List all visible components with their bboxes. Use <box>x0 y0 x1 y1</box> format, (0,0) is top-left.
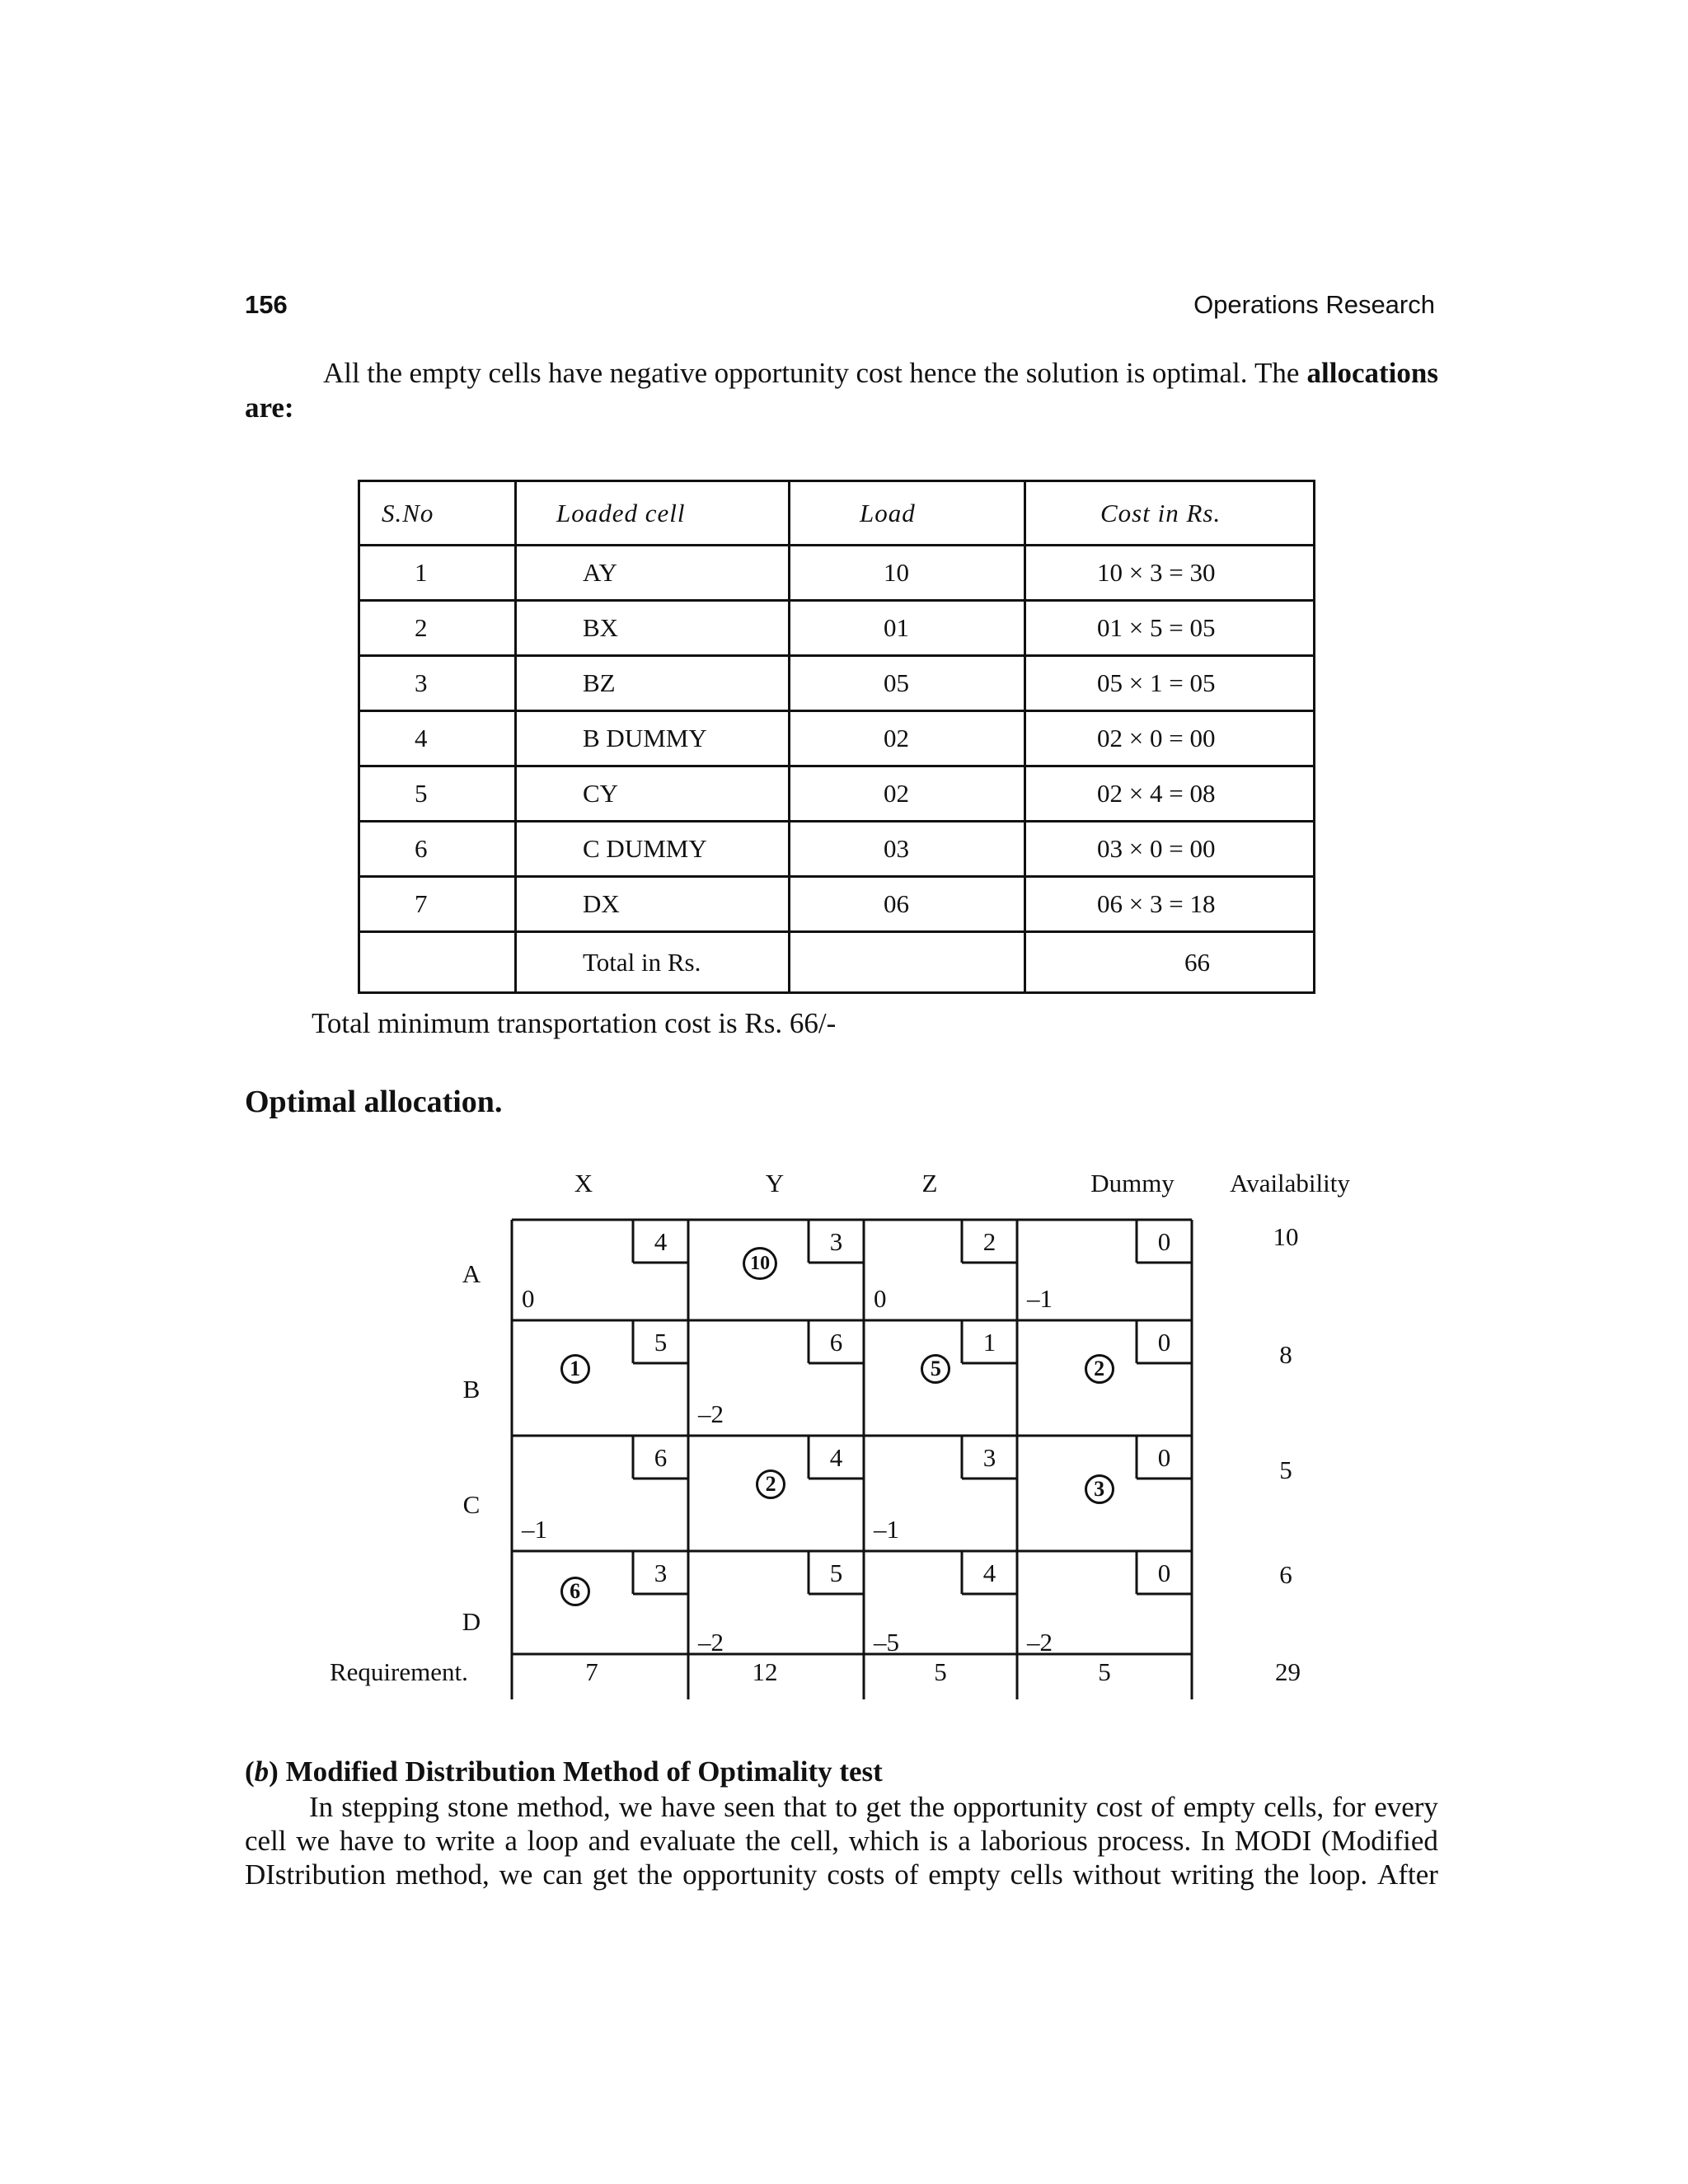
allocation-circle: 5 <box>921 1354 950 1384</box>
cost-cell: 01 × 5 = 05 <box>1025 601 1315 656</box>
paragraph-word: cells <box>1010 1858 1063 1891</box>
sno-cell: 5 <box>359 766 516 822</box>
paragraph-line <box>245 1824 1438 1858</box>
intro-word: cost <box>856 357 903 389</box>
total-label: Total in Rs. <box>516 932 790 993</box>
load-cell: 01 <box>790 601 1025 656</box>
opportunity-cost: –2 <box>1027 1628 1053 1657</box>
intro-word: optimal. <box>1151 357 1248 389</box>
subsection-paren-close: ) <box>269 1755 279 1788</box>
opportunity-cost: –5 <box>874 1628 899 1657</box>
cost-cell: 02 × 0 = 00 <box>1025 711 1315 766</box>
opportunity-cost: –1 <box>1027 1284 1053 1313</box>
paragraph-word: get <box>592 1858 628 1891</box>
paragraph-word: for <box>1332 1791 1367 1823</box>
paragraph-word: cell <box>245 1825 287 1857</box>
requirement-value: 7 <box>585 1657 598 1686</box>
paragraph-word: method, <box>517 1791 611 1823</box>
paragraph-word: method, <box>396 1858 490 1891</box>
sno-cell: 2 <box>359 601 516 656</box>
cost-value: 1 <box>982 1328 996 1357</box>
grand-total: 29 <box>1275 1657 1301 1686</box>
opportunity-cost: –1 <box>874 1515 899 1544</box>
load-cell: 02 <box>790 766 1025 822</box>
paragraph-word: MODI <box>1234 1825 1312 1857</box>
paragraph-word: opportunity <box>682 1858 818 1891</box>
paragraph-word: seen <box>724 1791 776 1823</box>
paragraph-word: get <box>865 1791 902 1823</box>
intro-word: solution <box>1025 357 1119 389</box>
header-load: Load <box>790 481 1025 546</box>
load-cell: 06 <box>790 877 1025 932</box>
paragraph-word: loop. <box>1309 1858 1368 1891</box>
loaded-cell: B DUMMY <box>516 711 790 766</box>
loaded-cell: CY <box>516 766 790 822</box>
opportunity-cost: 0 <box>522 1284 535 1313</box>
paragraph-word: every <box>1374 1791 1438 1823</box>
sno-cell: 1 <box>359 546 516 601</box>
total-cost-text: Total minimum transportation cost is Rs. 66/- <box>312 1007 837 1039</box>
cost-value: 4 <box>829 1443 843 1472</box>
availability-value: 10 <box>1273 1222 1299 1251</box>
load-cell: 03 <box>790 822 1025 877</box>
paragraph-word: write <box>435 1825 495 1857</box>
paragraph-word: which <box>848 1825 920 1857</box>
cost-value: 3 <box>982 1443 996 1472</box>
intro-word: empty <box>409 357 481 389</box>
paragraph-word: without <box>1072 1858 1161 1891</box>
paragraph-word: of <box>894 1858 919 1891</box>
load-cell: 05 <box>790 656 1025 711</box>
paragraph-word: to <box>403 1825 426 1857</box>
row-label: D <box>462 1607 481 1636</box>
paragraph-word: the <box>1264 1858 1300 1891</box>
section-heading: Optimal allocation. <box>245 1085 503 1119</box>
cost-value: 3 <box>829 1227 843 1256</box>
paragraph-word: stepping <box>341 1791 439 1823</box>
intro-word: hence <box>909 357 977 389</box>
intro-word: have <box>548 357 603 389</box>
intro-word: opportunity <box>714 357 849 389</box>
paragraph-word: a <box>504 1825 518 1857</box>
paragraph-word: to <box>835 1791 858 1823</box>
loaded-cell: C DUMMY <box>516 822 790 877</box>
paragraph-word: that <box>783 1791 827 1823</box>
page-number: 156 <box>245 290 288 319</box>
availability-value: 8 <box>1279 1340 1292 1369</box>
paragraph-word: and <box>588 1825 631 1857</box>
load-cell: 10 <box>790 546 1025 601</box>
column-header: Z <box>921 1169 938 1197</box>
subsection-heading <box>245 1755 883 1788</box>
intro-word: the <box>983 357 1020 389</box>
book-title: Operations Research <box>1193 290 1435 319</box>
cost-value: 0 <box>1157 1328 1171 1357</box>
intro-word: All <box>323 357 360 389</box>
availability-value: 6 <box>1279 1560 1292 1589</box>
opportunity-cost: –2 <box>698 1399 724 1428</box>
paragraph-word: process. <box>1097 1825 1192 1857</box>
intro-word: negative <box>609 357 708 389</box>
allocation-circle: 6 <box>560 1577 590 1606</box>
paragraph-line <box>245 1790 1438 1824</box>
cost-cell: 02 × 4 = 08 <box>1025 766 1315 822</box>
availability-header: Availability <box>1230 1169 1350 1197</box>
paragraph-word: stone <box>448 1791 509 1823</box>
requirement-value: 5 <box>1098 1657 1111 1686</box>
header-sno: S.No <box>359 481 516 546</box>
intro-bold-word: allocations <box>1306 357 1438 389</box>
paragraph-word: (Modified <box>1320 1825 1438 1857</box>
paragraph-word: evaluate <box>639 1825 736 1857</box>
row-label: C <box>462 1490 481 1519</box>
cost-value: 6 <box>829 1328 843 1357</box>
header-cost: Cost in Rs. <box>1025 481 1315 546</box>
total-value: 66 <box>1025 932 1315 993</box>
cost-value: 2 <box>982 1227 996 1256</box>
cost-value: 6 <box>654 1443 668 1472</box>
paragraph-word: writing <box>1170 1858 1254 1891</box>
requirement-label: Requirement. <box>330 1657 468 1686</box>
header-loaded-cell: Loaded cell <box>516 481 790 546</box>
sno-cell: 4 <box>359 711 516 766</box>
loaded-cell: BZ <box>516 656 790 711</box>
loaded-cell: AY <box>516 546 790 601</box>
column-header: Dummy <box>1090 1169 1175 1197</box>
allocation-circle: 10 <box>743 1247 777 1280</box>
cost-cell: 05 × 1 = 05 <box>1025 656 1315 711</box>
paragraph-word: a <box>958 1825 971 1857</box>
allocation-circle: 3 <box>1085 1474 1114 1504</box>
cost-value: 5 <box>654 1328 668 1357</box>
paragraph-word: we <box>499 1858 533 1891</box>
paragraph-word: After <box>1377 1858 1438 1891</box>
paragraph-word: of <box>1151 1791 1175 1823</box>
cost-cell: 10 × 3 = 30 <box>1025 546 1315 601</box>
paragraph-word: the <box>637 1858 673 1891</box>
row-label: B <box>462 1375 481 1404</box>
paragraph-word: we <box>618 1791 653 1823</box>
subsection-title: Modified Distribution Method of Optimality test <box>278 1755 883 1788</box>
paragraph-word: laborious <box>980 1825 1088 1857</box>
cost-cell: 06 × 3 = 18 <box>1025 877 1315 932</box>
load-cell: 02 <box>790 711 1025 766</box>
paragraph-word: loop <box>527 1825 579 1857</box>
cost-value: 0 <box>1157 1558 1171 1587</box>
cost-value: 3 <box>654 1558 668 1587</box>
modi-paragraph <box>245 1790 1438 1891</box>
column-header: Y <box>765 1169 785 1197</box>
paragraph-word: empty <box>1183 1791 1256 1823</box>
cost-value: 4 <box>654 1227 668 1256</box>
allocation-circle: 2 <box>1085 1354 1114 1384</box>
intro-word: The <box>1254 357 1300 389</box>
subsection-paren-open: ( <box>245 1755 255 1788</box>
paragraph-word: empty <box>928 1858 1001 1891</box>
paragraph-word: can <box>542 1858 583 1891</box>
intro-line-2: are: <box>245 391 294 424</box>
loaded-cell: DX <box>516 877 790 932</box>
opportunity-cost: –2 <box>698 1628 724 1657</box>
cost-cell: 03 × 0 = 00 <box>1025 822 1315 877</box>
paragraph-word: have <box>339 1825 394 1857</box>
opportunity-cost: 0 <box>874 1284 887 1313</box>
paragraph-line <box>245 1858 1438 1891</box>
cost-value: 0 <box>1157 1443 1171 1472</box>
requirement-value: 12 <box>752 1657 778 1686</box>
paragraph-word: opportunity <box>953 1791 1088 1823</box>
cost-value: 0 <box>1157 1227 1171 1256</box>
requirement-value: 5 <box>934 1657 947 1686</box>
sno-cell: 7 <box>359 877 516 932</box>
sno-cell: 6 <box>359 822 516 877</box>
allocation-circle: 2 <box>756 1469 785 1499</box>
opportunity-cost: –1 <box>522 1515 547 1544</box>
cost-value: 4 <box>982 1558 996 1587</box>
subsection-label: b <box>254 1755 270 1788</box>
paragraph-word: cost <box>1095 1791 1143 1823</box>
intro-word: is <box>1125 357 1146 389</box>
allocation-circle: 1 <box>560 1354 590 1384</box>
intro-word: cells <box>488 357 542 389</box>
paragraph-word: In <box>309 1791 334 1823</box>
loaded-cell: BX <box>516 601 790 656</box>
column-header: X <box>574 1169 593 1197</box>
paragraph-word: the <box>909 1791 945 1823</box>
row-label: A <box>462 1259 481 1288</box>
paragraph-word: DIstribution <box>245 1858 387 1891</box>
cost-value: 5 <box>829 1558 843 1587</box>
paragraph-word: cells, <box>1264 1791 1325 1823</box>
intro-word: the <box>367 357 402 389</box>
paragraph-word: the <box>745 1825 781 1857</box>
paragraph-word: we <box>296 1825 331 1857</box>
paragraph-word: is <box>929 1825 949 1857</box>
paragraph-word: In <box>1200 1825 1226 1857</box>
paragraph-word: costs <box>827 1858 885 1891</box>
sno-cell: 3 <box>359 656 516 711</box>
availability-value: 5 <box>1279 1455 1292 1484</box>
paragraph-word: cell, <box>790 1825 840 1857</box>
paragraph-word: have <box>660 1791 715 1823</box>
